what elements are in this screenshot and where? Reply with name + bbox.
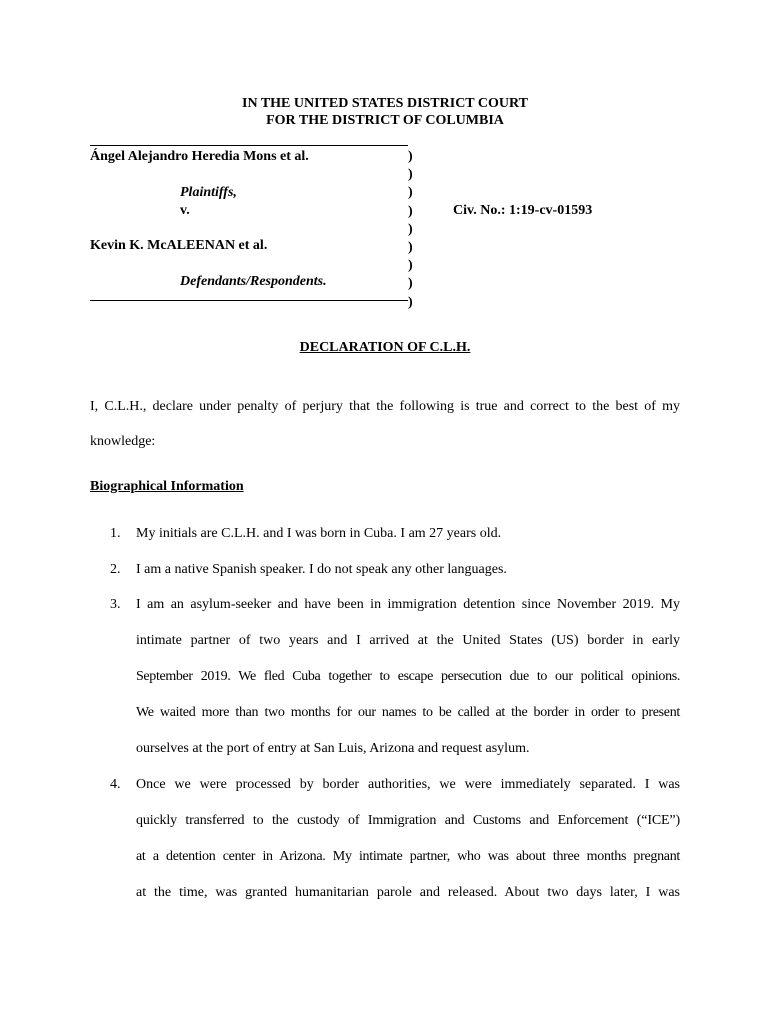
- paragraph-line: I am an asylum-seeker and have been in immigration detention since November 2019. My: [136, 597, 680, 612]
- plaintiffs-label: Plaintiffs,: [180, 185, 237, 200]
- paragraph-line: September 2019. We fled Cuba together to escape persecution due to our political opinions.: [136, 669, 680, 684]
- paragraph-line: at the time, was granted humanitarian parole and released. About two days later, I was: [136, 885, 680, 900]
- court-name-line-2: FOR THE DISTRICT OF COLUMBIA: [266, 113, 504, 128]
- paragraph-line: at a detention center in Arizona. My intimate partner, who was about three months pregnant: [136, 849, 680, 864]
- paragraph-line: I am a native Spanish speaker. I do not speak any other languages.: [136, 562, 507, 577]
- caption-paren: ): [408, 221, 413, 237]
- case-number: Civ. No.: 1:19-cv-01593: [453, 203, 593, 218]
- caption-parenthesis-column: [408, 148, 418, 312]
- versus-label: v.: [180, 203, 190, 218]
- caption-paren: ): [408, 185, 413, 201]
- section-heading: Biographical Information: [90, 479, 244, 494]
- paragraph-number: 1.: [110, 526, 121, 541]
- paragraph-line: intimate partner of two years and I arrived at the United States (US) border in early: [136, 633, 680, 648]
- paragraph-line: quickly transferred to the custody of Immigration and Customs and Enforcement (“ICE”): [136, 813, 680, 828]
- caption-paren: ): [408, 276, 413, 292]
- intro-line-2: knowledge:: [90, 434, 156, 449]
- intro-line-1: I, C.L.H., declare under penalty of perjury that the following is true and correct to the best of my: [90, 399, 680, 414]
- caption-paren: ): [408, 239, 413, 255]
- paragraph-line: My initials are C.L.H. and I was born in Cuba. I am 27 years old.: [136, 526, 502, 541]
- defendant-name: Kevin K. McALEENAN et al.: [90, 238, 268, 253]
- caption-paren: ): [408, 294, 413, 310]
- paragraph-number: 2.: [110, 562, 121, 577]
- paragraph-number: 4.: [110, 777, 121, 792]
- document-title: DECLARATION OF C.L.H.: [299, 340, 471, 355]
- paragraph-number: 3.: [110, 597, 121, 612]
- paragraph-line: We waited more than two months for our names to be called at the border in order to present: [136, 705, 680, 720]
- paragraph-line: Once we were processed by border authorities, we were immediately separated. I was: [136, 777, 680, 792]
- plaintiff-name: Ángel Alejandro Heredia Mons et al.: [90, 149, 309, 164]
- paragraph-line: ourselves at the port of entry at San Luis, Arizona and request asylum.: [136, 741, 530, 756]
- caption-paren: ): [408, 149, 413, 164]
- caption-paren: ): [408, 258, 413, 274]
- caption-paren: ): [408, 203, 413, 219]
- court-name-line-1: IN THE UNITED STATES DISTRICT COURT: [242, 96, 528, 111]
- defendants-label: Defendants/Respondents.: [180, 274, 327, 289]
- caption-top-rule: [90, 145, 408, 146]
- caption-paren: ): [408, 167, 413, 183]
- caption-bottom-rule: [90, 300, 408, 301]
